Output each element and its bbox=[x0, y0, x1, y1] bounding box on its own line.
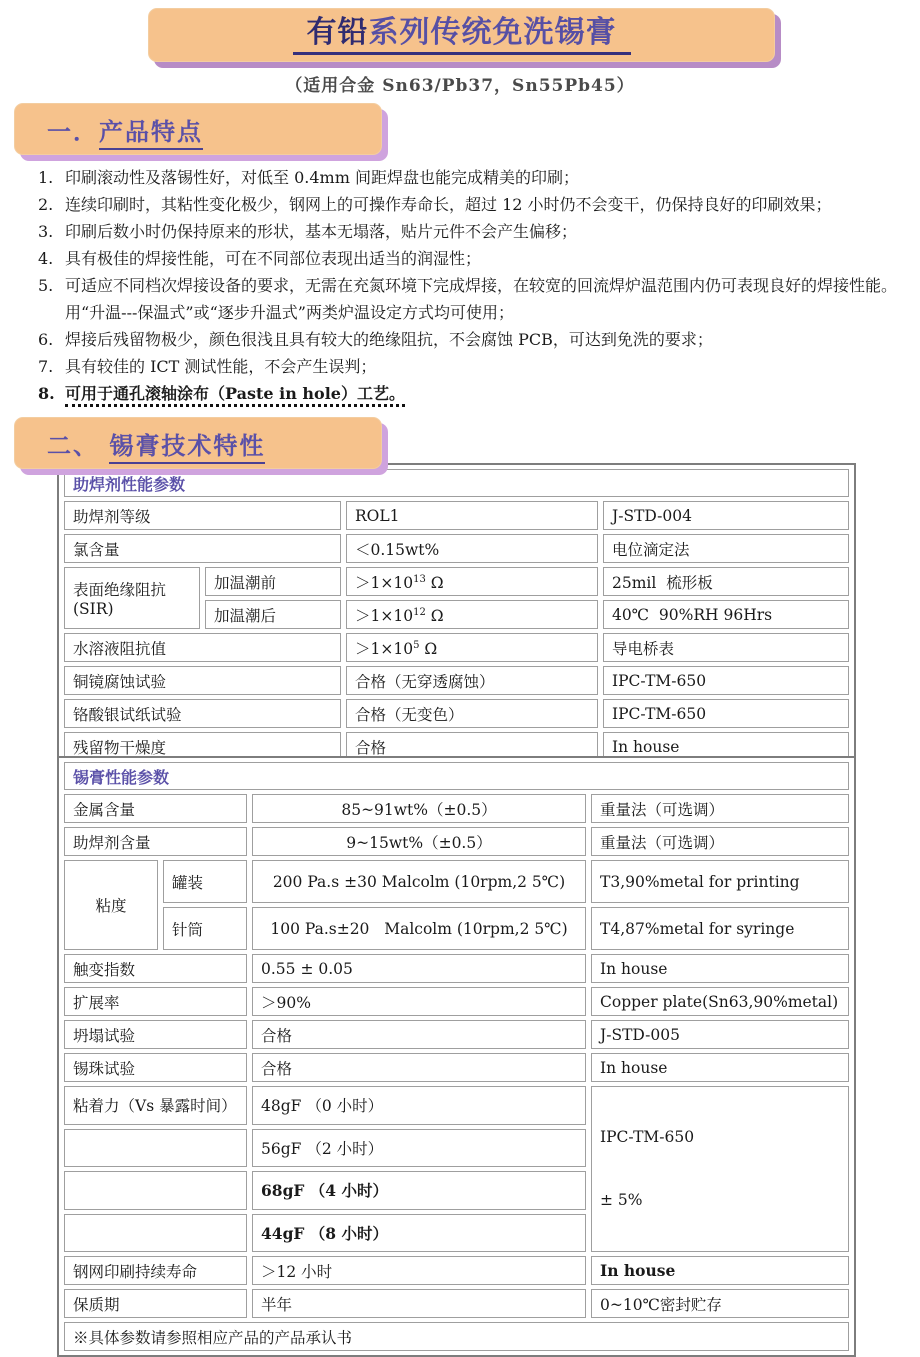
row-method: IPC-TM-650 bbox=[603, 666, 849, 695]
title-banner bbox=[148, 8, 775, 62]
row-method: In house bbox=[591, 954, 849, 983]
row-method: T3,90%metal for printing bbox=[591, 860, 849, 903]
row-value: 68gF （4 小时） bbox=[252, 1171, 586, 1210]
feature-text: 印刷滚动性及落锡性好，对低至 0.4mm 间距焊盘也能完成精美的印刷； bbox=[65, 168, 579, 187]
feature-number: 8. bbox=[38, 384, 55, 403]
row-label-empty bbox=[64, 1171, 247, 1210]
feature-number: 1. bbox=[38, 168, 54, 187]
table-row bbox=[64, 1289, 849, 1318]
feature-number: 3. bbox=[38, 222, 54, 241]
section-1-prefix: 一． bbox=[47, 116, 99, 146]
row-label-empty bbox=[64, 1214, 247, 1253]
table-row bbox=[64, 1020, 849, 1049]
row-label: 氯含量 bbox=[64, 534, 341, 563]
table-row bbox=[64, 907, 849, 950]
row-label: 铬酸银试纸试验 bbox=[64, 699, 341, 728]
row-value bbox=[346, 600, 598, 629]
value-exponent: 13 bbox=[413, 573, 426, 585]
row-sublabel: 罐装 bbox=[163, 860, 247, 903]
feature-item-4 bbox=[38, 245, 906, 272]
feature-item-3 bbox=[38, 218, 906, 245]
row-method: IPC-TM-650 bbox=[603, 699, 849, 728]
flux-performance-table bbox=[57, 463, 856, 767]
feature-text: 印刷后数小时仍保持原来的形状，基本无塌落，贴片元件不会产生偏移； bbox=[65, 222, 578, 241]
feature-text: 可适应不同档次焊接设备的要求，无需在充氮环境下完成焊接，在较宽的回流焊炉温范围内仍可表现良好的焊接性能。用“升温---保温式”或“逐步升温式”两类炉温设定方式均可使用； bbox=[65, 276, 898, 322]
row-value: 合格（无穿透腐蚀） bbox=[346, 666, 598, 695]
product-features-list bbox=[38, 164, 906, 407]
row-label-sir bbox=[64, 567, 200, 629]
row-method: In house bbox=[591, 1053, 849, 1082]
row-value: ROL1 bbox=[346, 501, 598, 530]
sir-label-line1: 表面绝缘阻抗 bbox=[73, 581, 167, 599]
row-value: 56gF （2 小时） bbox=[252, 1129, 586, 1168]
row-value: 9~15wt%（±0.5） bbox=[252, 827, 586, 856]
feature-text: 连续印刷时，其粘性变化极少，钢网上的可操作寿命长，超过 12 小时仍不会变干，仍保持良好的印刷效果； bbox=[65, 195, 832, 214]
row-label: 助焊剂等级 bbox=[64, 501, 341, 530]
value-base: ＞1×10 bbox=[355, 639, 414, 658]
feature-text bbox=[65, 380, 906, 407]
section-2-banner bbox=[14, 417, 382, 469]
table-row bbox=[64, 633, 849, 662]
table-row bbox=[64, 987, 849, 1016]
feature-number: 5. bbox=[38, 276, 54, 295]
feature-item-1 bbox=[38, 164, 906, 191]
row-method: J-STD-005 bbox=[591, 1020, 849, 1049]
table-row bbox=[64, 1053, 849, 1082]
row-label: 残留物干燥度 bbox=[64, 732, 341, 761]
row-label-adhesion: 粘着力（Vs 暴露时间） bbox=[64, 1086, 247, 1125]
row-method: In house bbox=[591, 1256, 849, 1285]
feature-text: 具有极佳的焊接性能，可在不同部位表现出适当的润湿性； bbox=[65, 249, 482, 268]
value-base: ＞1×10 bbox=[355, 606, 414, 625]
table-row bbox=[64, 666, 849, 695]
adhesion-method-line2: ± 5% bbox=[600, 1191, 643, 1209]
row-value: 85~91wt%（±0.5） bbox=[252, 794, 586, 823]
row-sublabel: 针筒 bbox=[163, 907, 247, 950]
adhesion-method-cell bbox=[591, 1086, 849, 1252]
table-row bbox=[64, 501, 849, 530]
row-label: 扩展率 bbox=[64, 987, 247, 1016]
paste-performance-table bbox=[57, 756, 856, 1357]
row-label: 水溶液阻抗值 bbox=[64, 633, 341, 662]
section-1-label: 产品特点 bbox=[99, 117, 203, 150]
value-unit: Ω bbox=[425, 573, 444, 592]
table-header-row bbox=[64, 469, 849, 497]
row-label: 钢网印刷持续寿命 bbox=[64, 1256, 247, 1285]
table-row bbox=[64, 954, 849, 983]
row-method: In house bbox=[603, 732, 849, 761]
table-row bbox=[64, 534, 849, 563]
title-highlight: 有铅 bbox=[306, 14, 369, 50]
section-2-label: 锡膏技术特性 bbox=[109, 431, 265, 464]
table-row bbox=[64, 1256, 849, 1285]
feature-number: 7. bbox=[38, 357, 54, 376]
row-label: 助焊剂含量 bbox=[64, 827, 247, 856]
section-1-banner bbox=[14, 103, 382, 155]
row-value bbox=[346, 633, 598, 662]
value-unit: Ω bbox=[419, 639, 438, 658]
value-base: ＞1×10 bbox=[355, 573, 414, 592]
row-value: 200 Pa.s ±30 Malcolm (10rpm,2 5℃) bbox=[252, 860, 586, 903]
table-row bbox=[64, 860, 849, 903]
row-method: Copper plate(Sn63,90%metal) bbox=[591, 987, 849, 1016]
row-method: T4,87%metal for syringe bbox=[591, 907, 849, 950]
title-rest: 系列传统免洗锡膏 bbox=[368, 14, 617, 50]
row-method: 0~10℃密封贮存 bbox=[591, 1289, 849, 1318]
row-method: J-STD-004 bbox=[603, 501, 849, 530]
row-method: 重量法（可选调） bbox=[591, 794, 849, 823]
row-label: 坍塌试验 bbox=[64, 1020, 247, 1049]
page-title bbox=[293, 16, 631, 55]
row-value: 合格 bbox=[252, 1053, 586, 1082]
section-2-prefix: 二、 bbox=[47, 430, 110, 460]
row-value: 48gF （0 小时） bbox=[252, 1086, 586, 1125]
feature-item-8 bbox=[38, 380, 906, 407]
row-method: 25mil 梳形板 bbox=[603, 567, 849, 596]
value-exponent: 12 bbox=[413, 606, 426, 618]
feature-number: 4. bbox=[38, 249, 54, 268]
row-value: 合格（无变色） bbox=[346, 699, 598, 728]
section-1-title bbox=[47, 112, 203, 147]
sir-label-line2: (SIR) bbox=[73, 600, 114, 618]
row-label: 金属含量 bbox=[64, 794, 247, 823]
feature-item-7 bbox=[38, 353, 906, 380]
table-header-row bbox=[64, 762, 849, 790]
row-label: 触变指数 bbox=[64, 954, 247, 983]
table-row bbox=[64, 699, 849, 728]
table-footnote-row bbox=[64, 1322, 849, 1351]
value-unit: Ω bbox=[425, 606, 444, 625]
table-row bbox=[64, 567, 849, 596]
feature-item-2 bbox=[38, 191, 906, 218]
row-sublabel: 加温潮前 bbox=[205, 567, 341, 596]
row-value: 合格 bbox=[346, 732, 598, 761]
row-label: 保质期 bbox=[64, 1289, 247, 1318]
feature-text: 具有较佳的 ICT 测试性能，不会产生误判； bbox=[65, 357, 377, 376]
row-value: 44gF （8 小时） bbox=[252, 1214, 586, 1253]
row-label-empty bbox=[64, 1129, 247, 1168]
feature-item-5 bbox=[38, 272, 906, 326]
paste-table-header: 锡膏性能参数 bbox=[64, 762, 849, 790]
row-value: ＜0.15wt% bbox=[346, 534, 598, 563]
row-value bbox=[346, 567, 598, 596]
feature-text: 焊接后残留物极少，颜色很浅且具有较大的绝缘阻抗，不会腐蚀 PCB，可达到免洗的要求； bbox=[65, 330, 713, 349]
row-value: 0.55 ± 0.05 bbox=[252, 954, 586, 983]
table-footnote: ※具体参数请参照相应产品的产品承认书 bbox=[64, 1322, 849, 1351]
row-method: 重量法（可选调） bbox=[591, 827, 849, 856]
table-row bbox=[64, 827, 849, 856]
flux-table-header: 助焊剂性能参数 bbox=[64, 469, 849, 497]
table-row bbox=[64, 1086, 849, 1125]
row-value: ＞12 小时 bbox=[252, 1256, 586, 1285]
feature-number: 6. bbox=[38, 330, 54, 349]
row-value: 合格 bbox=[252, 1020, 586, 1049]
row-label: 锡珠试验 bbox=[64, 1053, 247, 1082]
row-value: ＞90% bbox=[252, 987, 586, 1016]
row-sublabel: 加温潮后 bbox=[205, 600, 341, 629]
row-method: 40℃ 90%RH 96Hrs bbox=[603, 600, 849, 629]
adhesion-method-line1: IPC-TM-650 bbox=[600, 1128, 695, 1146]
row-label: 铜镜腐蚀试验 bbox=[64, 666, 341, 695]
row-value: 半年 bbox=[252, 1289, 586, 1318]
feature-number: 2. bbox=[38, 195, 54, 214]
feature-item-6 bbox=[38, 326, 906, 353]
row-label-viscosity: 粘度 bbox=[64, 860, 158, 950]
row-method: 电位滴定法 bbox=[603, 534, 849, 563]
feature-8-underlined-text: 可用于通孔滚轴涂布（Paste in hole）工艺。 bbox=[65, 384, 405, 407]
row-method: 导电桥表 bbox=[603, 633, 849, 662]
table-row bbox=[64, 794, 849, 823]
section-2-title bbox=[47, 426, 265, 461]
subtitle-alloy: （适用合金 Sn63/Pb37，Sn55Pb45） bbox=[285, 76, 635, 96]
value-exponent: 5 bbox=[413, 639, 420, 651]
row-value: 100 Pa.s±20 Malcolm (10rpm,2 5℃) bbox=[252, 907, 586, 950]
